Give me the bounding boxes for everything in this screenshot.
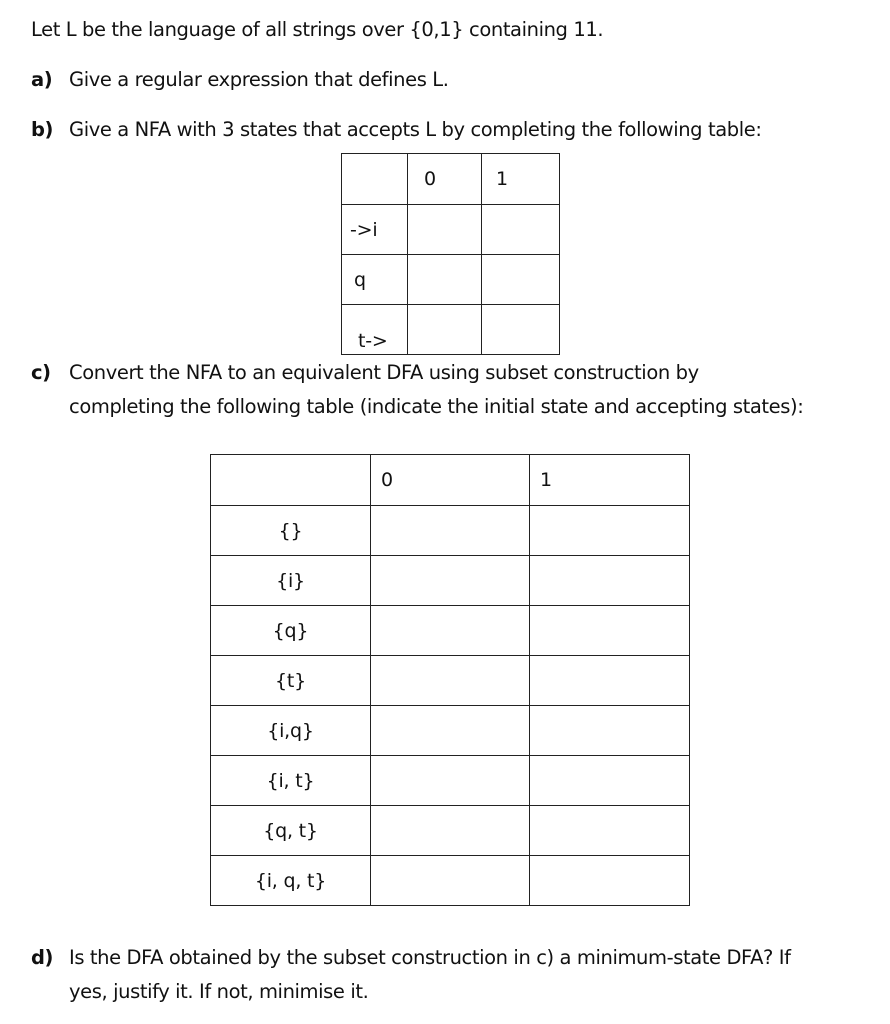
intro-text: Let L be the language of all strings over {0,1} containing 11.	[31, 18, 604, 41]
part-c-text-2: completing the following table (indicate the initial state and accepting states):	[69, 395, 804, 418]
nfa-cell[interactable]	[482, 305, 560, 355]
part-a	[31, 68, 449, 92]
dfa-cell[interactable]	[530, 806, 690, 856]
nfa-row	[342, 305, 560, 355]
dfa-state-cell: {q}	[211, 606, 371, 656]
dfa-state-cell: {t}	[211, 656, 371, 706]
dfa-header-row	[211, 455, 690, 506]
nfa-header-row	[342, 154, 560, 205]
dfa-cell[interactable]	[530, 556, 690, 606]
dfa-row	[211, 706, 690, 756]
dfa-row	[211, 806, 690, 856]
dfa-state-cell: {i}	[211, 556, 371, 606]
dfa-table	[210, 454, 690, 906]
nfa-header-0: 0	[408, 154, 482, 205]
nfa-row	[342, 255, 560, 305]
dfa-cell[interactable]	[530, 506, 690, 556]
dfa-row	[211, 556, 690, 606]
nfa-row	[342, 205, 560, 255]
nfa-cell[interactable]	[408, 205, 482, 255]
dfa-cell[interactable]	[371, 756, 530, 806]
part-d-label: d)	[31, 946, 54, 969]
part-b-text: Give a NFA with 3 states that accepts L by completing the following table:	[69, 118, 762, 141]
part-d-text-2: yes, justify it. If not, minimise it.	[69, 980, 369, 1003]
nfa-cell[interactable]	[482, 255, 560, 305]
dfa-cell[interactable]	[371, 606, 530, 656]
part-b	[31, 118, 762, 142]
nfa-header-corner	[342, 154, 408, 205]
dfa-cell[interactable]	[530, 606, 690, 656]
nfa-cell[interactable]	[408, 255, 482, 305]
dfa-cell[interactable]	[371, 506, 530, 556]
dfa-row	[211, 656, 690, 706]
part-b-label: b)	[31, 118, 54, 141]
dfa-state-cell: {i,q}	[211, 706, 371, 756]
nfa-table	[341, 153, 560, 355]
dfa-cell[interactable]	[371, 556, 530, 606]
dfa-state-cell: {i, t}	[211, 756, 371, 806]
dfa-header-corner	[211, 455, 371, 506]
part-a-text: Give a regular expression that defines L.	[69, 68, 449, 91]
dfa-row	[211, 756, 690, 806]
nfa-state-cell: ->i	[342, 205, 408, 255]
dfa-cell[interactable]	[371, 856, 530, 906]
dfa-cell[interactable]	[530, 756, 690, 806]
dfa-cell[interactable]	[371, 806, 530, 856]
nfa-cell[interactable]	[482, 205, 560, 255]
part-c-text-1: Convert the NFA to an equivalent DFA using subset construction by	[69, 361, 699, 384]
nfa-cell[interactable]	[408, 305, 482, 355]
dfa-cell[interactable]	[371, 656, 530, 706]
nfa-state-cell: t->	[342, 305, 408, 355]
dfa-header-0: 0	[371, 455, 530, 506]
dfa-cell[interactable]	[530, 706, 690, 756]
nfa-state-cell: q	[342, 255, 408, 305]
dfa-state-cell: {q, t}	[211, 806, 371, 856]
part-c-label: c)	[31, 361, 51, 384]
part-a-label: a)	[31, 68, 53, 91]
dfa-header-1: 1	[530, 455, 690, 506]
part-d-line1	[31, 946, 791, 970]
dfa-cell[interactable]	[530, 856, 690, 906]
dfa-state-cell: {i, q, t}	[211, 856, 371, 906]
dfa-cell[interactable]	[530, 656, 690, 706]
part-d-text-1: Is the DFA obtained by the subset construction in c) a minimum-state DFA? If	[69, 946, 791, 969]
dfa-row	[211, 856, 690, 906]
dfa-state-cell: {}	[211, 506, 371, 556]
dfa-cell[interactable]	[371, 706, 530, 756]
part-c-line1	[31, 361, 699, 385]
dfa-row	[211, 506, 690, 556]
dfa-row	[211, 606, 690, 656]
nfa-header-1: 1	[482, 154, 560, 205]
